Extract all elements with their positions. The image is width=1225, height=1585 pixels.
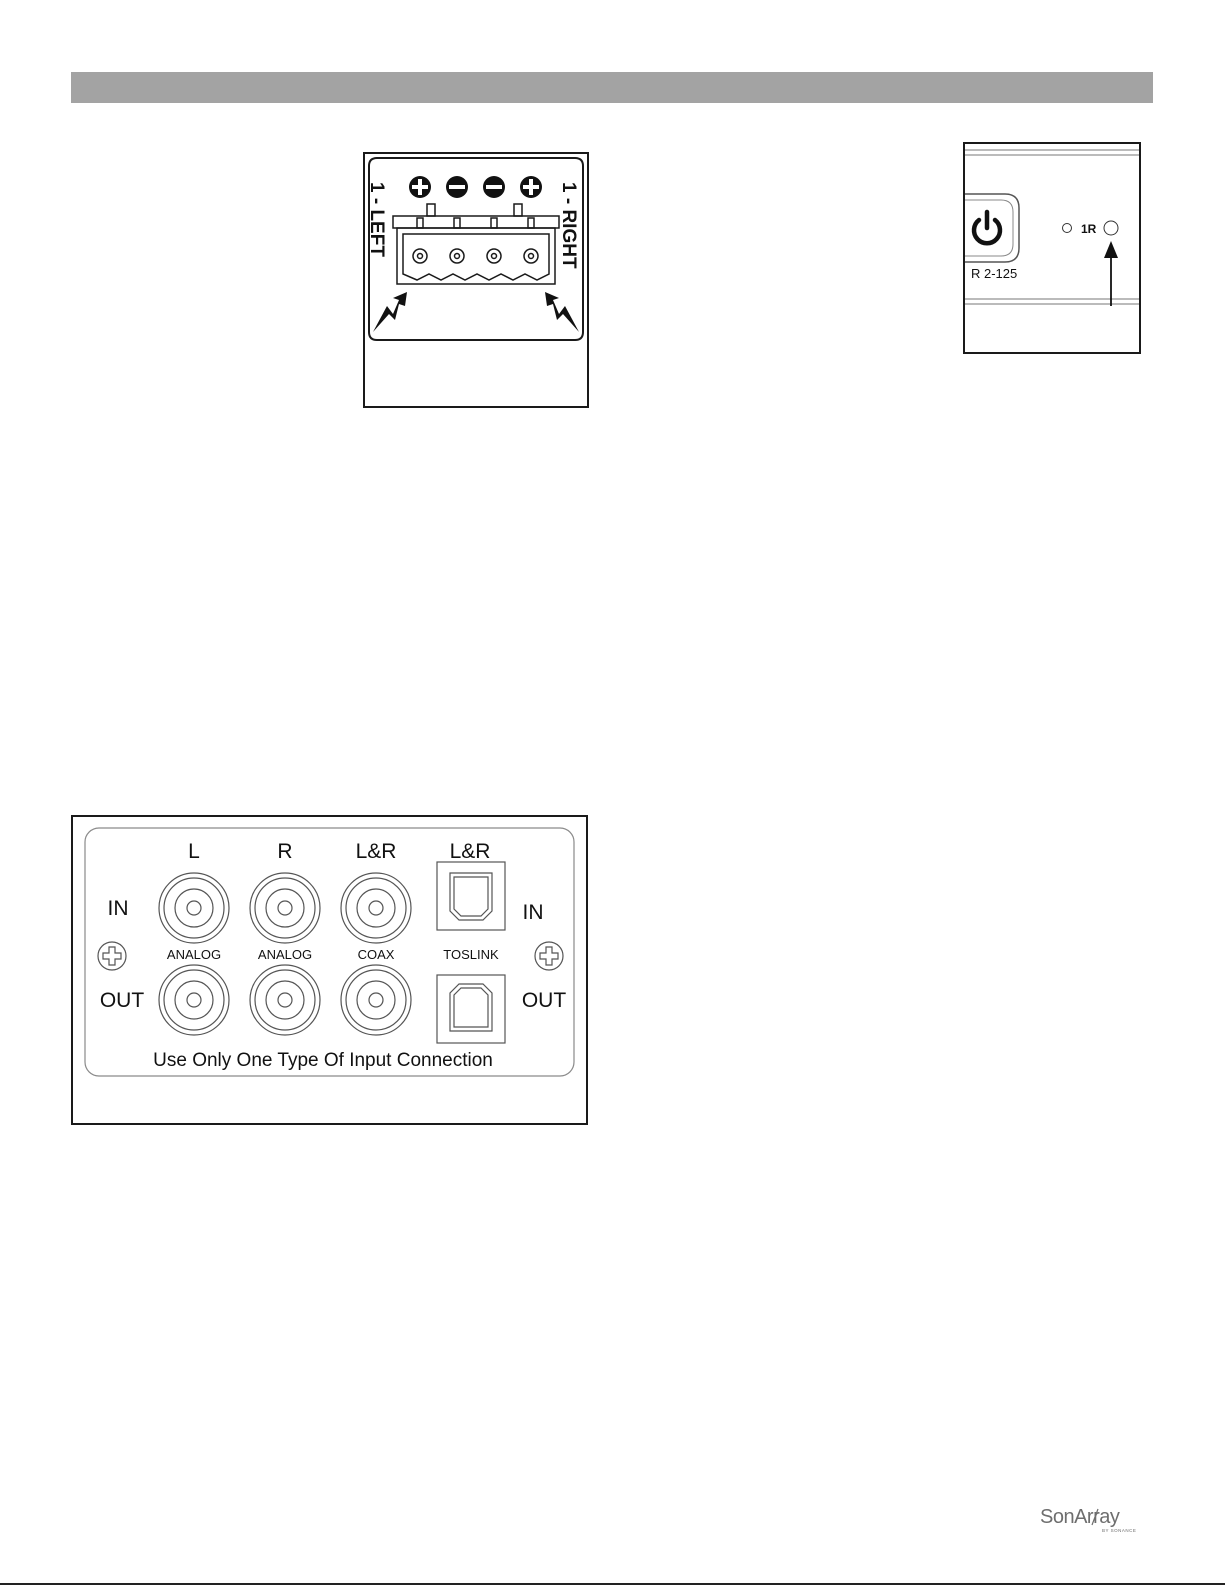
screw-icon [98,942,126,970]
speaker-terminal-figure [363,152,589,408]
logo-wordmark: SonArray [1040,1506,1120,1528]
jack-label-coax: COAX [357,947,395,962]
minus-icon [446,176,468,198]
col-header-l: L [188,840,200,863]
input-panel-figure [71,815,588,1125]
sonarray-logo [1040,1503,1160,1537]
rca-jack-in-l [159,873,229,943]
col-header-lr-coax: L&R [355,840,397,863]
screw-icon [535,942,563,970]
model-label: R 2-125 [971,266,1018,281]
rca-jack-out-coax [341,965,411,1035]
toslink-port-in [437,862,505,930]
left-channel-label: 1 - LEFT [366,182,387,257]
panel-outline [85,828,574,1076]
terminal-housing [369,158,583,340]
rca-jack-in-r [250,873,320,943]
rca-jack-in-coax [341,873,411,943]
plus-icon [520,176,542,198]
rca-jack-out-l [159,965,229,1035]
minus-icon [483,176,505,198]
in-label-left: IN [107,897,129,920]
right-channel-label: 1 - RIGHT [558,182,579,269]
lightning-arrow-icon [373,292,407,332]
jack-label-analog-r: ANALOG [257,947,313,962]
rca-jack-out-r [250,965,320,1035]
ir-label: 1R [1081,222,1097,236]
logo-byline: BY SONANCE [1102,1528,1137,1533]
led-icon [1063,224,1072,233]
ir-sensor-icon [1104,221,1118,235]
arrow-up-icon [1104,241,1118,306]
jack-label-analog-l: ANALOG [166,947,222,962]
lightning-arrow-icon [545,292,579,332]
out-label-left: OUT [99,989,145,1012]
toslink-port-out [437,975,505,1043]
out-label-right: OUT [521,989,567,1012]
in-label-right: IN [522,901,544,924]
power-icon [974,212,1000,243]
plus-icon [409,176,431,198]
front-panel-figure [963,142,1141,354]
terminal-connector [393,204,559,284]
jack-label-toslink: TOSLINK [443,947,499,962]
col-header-lr-toslink: L&R [449,840,491,863]
section-header-bar [71,72,1153,103]
input-notice: Use Only One Type Of Input Connection [153,1050,493,1071]
col-header-r: R [277,840,293,863]
